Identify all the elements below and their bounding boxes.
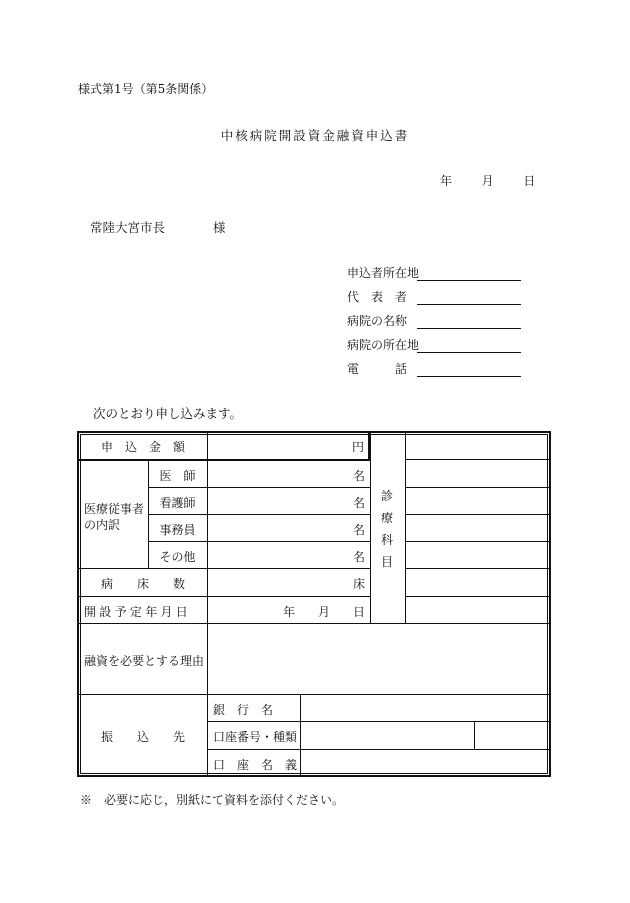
row-line: [207, 749, 549, 750]
clerk-label: 事務員: [159, 523, 196, 537]
departments-char-1: 診: [381, 489, 394, 503]
departments-char-2: 療: [381, 511, 394, 525]
open-month: 月: [318, 605, 331, 619]
staff-label-1: 医療従事者: [84, 502, 145, 516]
row-line: [207, 721, 549, 722]
col-line: [474, 721, 475, 749]
form-number: 様式第1号（第5条関係）: [78, 82, 214, 96]
col-line: [370, 433, 371, 623]
amount-unit: 円: [352, 440, 365, 454]
departments-char-3: 科: [381, 533, 394, 547]
date-year: 年: [440, 174, 453, 188]
col-line: [300, 694, 301, 775]
hospital-name-row: [347, 312, 525, 329]
nurse-unit: 名: [353, 496, 366, 510]
row-line: [79, 568, 370, 569]
bank-label: 銀 行 名: [213, 703, 274, 717]
representative-field[interactable]: [417, 292, 521, 305]
col-line: [405, 433, 406, 623]
doctor-unit: 名: [353, 469, 366, 483]
hospital-address-label: 病院の所在地: [347, 338, 420, 352]
applicant-address-field[interactable]: [417, 268, 521, 281]
footnote: ※ 必要に応じ，別紙にて資料を添付ください。: [80, 793, 345, 807]
row-line: [405, 541, 549, 542]
staff-label-2: の内訳: [84, 518, 121, 532]
open-day: 日: [353, 605, 366, 619]
applicant-address-row: [347, 264, 525, 281]
document-title: 中核病院開設資金融資申込書: [220, 128, 410, 143]
phone-row: [347, 360, 525, 377]
applicant-address-label: 申込者所在地: [347, 266, 420, 280]
open-date-label: 開設予定年月日: [84, 605, 192, 619]
col-line: [207, 433, 208, 775]
hospital-address-field[interactable]: [417, 340, 521, 353]
row-line: [405, 459, 549, 460]
row-line: [405, 568, 549, 569]
row-line: [148, 487, 370, 488]
hospital-address-row: [347, 336, 525, 353]
beds-label: 病 床 数: [100, 577, 185, 591]
row-line: [148, 514, 370, 515]
row-line: [79, 623, 549, 624]
representative-label: 代 表 者: [347, 290, 408, 304]
row-line: [405, 596, 549, 597]
addressee: [90, 218, 226, 236]
row-line: [405, 514, 549, 515]
account-label: 口座番号・種類: [213, 730, 298, 744]
other-label: その他: [159, 550, 196, 564]
phone-label: 電 話: [347, 362, 408, 376]
phone-field[interactable]: [417, 364, 521, 377]
hospital-name-field[interactable]: [417, 316, 521, 329]
intro-text: 次のとおり申し込みます。: [93, 406, 243, 421]
doctor-label: 医 師: [159, 469, 196, 483]
hospital-name-label: 病院の名称: [347, 314, 408, 328]
representative-row: [347, 288, 525, 305]
date-day: 日: [523, 174, 536, 188]
departments-char-4: 目: [381, 555, 394, 569]
date-line: [440, 172, 535, 189]
other-unit: 名: [353, 550, 366, 564]
row-line: [79, 596, 370, 597]
row-line: [405, 487, 549, 488]
open-year: 年: [283, 605, 296, 619]
clerk-unit: 名: [353, 523, 366, 537]
date-month: 月: [481, 174, 494, 188]
nurse-label: 看護師: [159, 496, 196, 510]
addressee-name: 常陸大宮市長: [90, 220, 166, 235]
row-line: [79, 694, 549, 695]
addressee-suffix: 様: [213, 220, 226, 235]
row-line: [148, 541, 370, 542]
holder-label: 口 座 名 義: [213, 758, 298, 772]
amount-label: 申 込 金 額: [100, 440, 185, 454]
beds-unit: 床: [353, 577, 366, 591]
transfer-label: 振 込 先: [100, 730, 185, 744]
reason-label: 融資を必要とする理由: [84, 654, 205, 668]
